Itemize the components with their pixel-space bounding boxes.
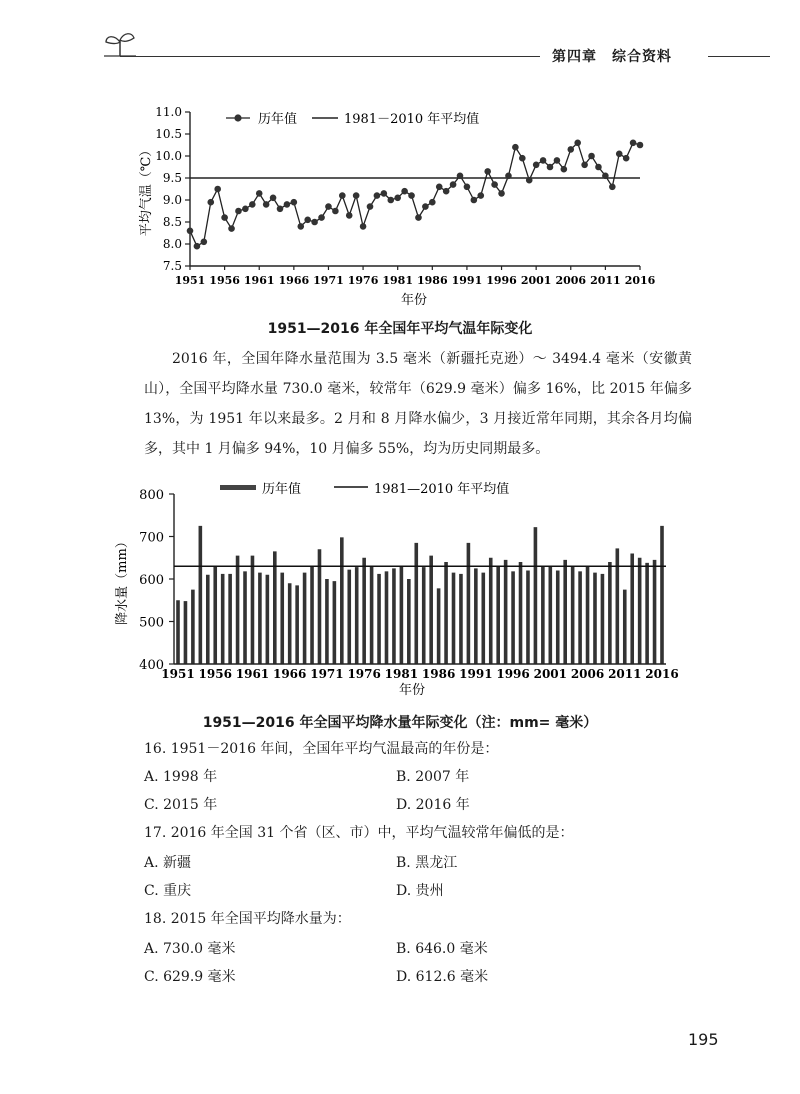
bar-2009 [608, 562, 612, 664]
question-17-option-d[interactable]: D. 贵州 [396, 883, 444, 899]
bar-1989 [459, 574, 463, 664]
bar-1951 [176, 600, 180, 664]
bar-2002 [556, 571, 560, 665]
x-tick-label: 2011 [608, 667, 642, 681]
x-tick-label: 2006 [570, 667, 605, 681]
x-tick-label: 2011 [590, 274, 621, 287]
bar-1994 [496, 566, 500, 664]
bar-2008 [601, 574, 605, 664]
bar-1990 [467, 543, 471, 664]
bar-1996 [511, 571, 515, 664]
bar-1974 [347, 570, 351, 664]
question-16-option-d[interactable]: D. 2016 年 [396, 797, 470, 813]
bar-1987 [444, 562, 448, 664]
question-18-option-a[interactable]: A. 730.0 毫米 [144, 941, 236, 957]
bar-1952 [184, 601, 188, 664]
bar-1973 [340, 537, 344, 664]
bar-2011 [623, 590, 627, 664]
y-tick-label: 10.0 [155, 149, 182, 163]
bar-1964 [273, 551, 277, 664]
y-tick-label: 10.5 [155, 127, 182, 141]
chart1-caption: 1951—2016 年全国年平均气温年际变化 [267, 321, 533, 337]
bar-1954 [199, 526, 203, 664]
question-18-option-c[interactable]: C. 629.9 毫米 [144, 969, 236, 985]
legend-avg-label: 1981－2010 年平均值 [344, 112, 480, 127]
question-16-stem: 16. 1951－2016 年间，全国年平均气温最高的年份是： [144, 741, 499, 757]
y-tick-label: 700 [139, 530, 164, 546]
bar-1969 [310, 566, 314, 664]
question-18-option-d[interactable]: D. 612.6 毫米 [396, 969, 489, 985]
x-tick-label: 1986 [421, 667, 456, 681]
x-tick-label: 1956 [198, 667, 232, 681]
x-tick-label: 1966 [272, 667, 307, 681]
bar-1958 [228, 574, 232, 664]
bar-1992 [481, 573, 485, 664]
bar-1980 [392, 568, 396, 664]
x-tick-label: 1961 [235, 667, 270, 681]
x-tick-label: 1971 [310, 667, 344, 681]
y-tick-label: 500 [139, 615, 164, 631]
question-18-option-b[interactable]: B. 646.0 毫米 [396, 941, 488, 957]
bar-1998 [526, 571, 530, 665]
x-tick-label: 1976 [347, 274, 379, 287]
bar-1962 [258, 573, 262, 664]
x-tick-label: 1951 [174, 274, 206, 287]
x-tick-label: 2006 [555, 274, 587, 287]
legend-avg-label: 1981—2010 年平均值 [374, 482, 510, 497]
bar-1956 [213, 566, 217, 664]
bar-2001 [549, 566, 553, 664]
y-tick-label: 9.0 [162, 193, 182, 207]
bar-1960 [243, 571, 247, 664]
bar-2015 [653, 560, 657, 664]
bar-2003 [563, 560, 567, 664]
bar-2007 [593, 573, 597, 664]
question-17-option-c[interactable]: C. 重庆 [144, 883, 192, 899]
question-16-option-b[interactable]: B. 2007 年 [396, 769, 470, 785]
bar-2012 [630, 554, 634, 665]
y-tick-label: 8.5 [162, 215, 182, 229]
y-axis-label: 降水量（mm） [115, 535, 130, 625]
x-tick-label: 1971 [313, 274, 344, 287]
y-tick-label: 7.5 [162, 259, 182, 273]
y-tick-label: 400 [139, 658, 164, 673]
x-axis-label: 年份 [398, 683, 426, 698]
bar-2016 [660, 526, 664, 664]
bar-2004 [571, 566, 575, 664]
legend-series-label: 历年值 [258, 112, 298, 127]
question-16-option-a[interactable]: A. 1998 年 [144, 769, 218, 785]
y-tick-label: 600 [139, 573, 164, 588]
bar-1959 [236, 556, 240, 664]
question-18-stem: 18. 2015 年全国平均降水量为： [144, 911, 351, 927]
x-tick-label: 1996 [486, 274, 517, 287]
bar-1953 [191, 590, 195, 664]
bar-1955 [206, 575, 210, 664]
bar-1976 [362, 558, 366, 664]
x-tick-label: 1986 [416, 274, 448, 287]
bar-1963 [266, 575, 270, 664]
x-tick-label: 1961 [243, 274, 275, 287]
bar-1986 [437, 588, 441, 664]
x-tick-label: 1991 [459, 667, 493, 681]
bar-1967 [295, 585, 299, 664]
bar-1965 [280, 573, 284, 664]
bar-1984 [422, 567, 426, 664]
bar-2014 [645, 563, 649, 664]
bar-1993 [489, 558, 493, 664]
x-tick-label: 2016 [624, 274, 656, 287]
bar-1983 [414, 543, 418, 664]
x-tick-label: 1996 [496, 667, 530, 681]
bar-1966 [288, 583, 292, 664]
chart2-caption: 1951—2016 年全国平均降水量年际变化（注：mm= 毫米） [202, 715, 598, 731]
bar-1981 [400, 566, 404, 664]
bar-2013 [638, 558, 642, 664]
x-tick-label: 2001 [533, 667, 568, 681]
chapter-title: 第四章 综合资料 [552, 49, 672, 65]
bar-1968 [303, 573, 307, 664]
x-tick-label: 1951 [161, 667, 195, 681]
x-tick-label: 1991 [451, 274, 483, 287]
paragraph-text: 2016 年，全国年降水量范围为 3.5 毫米（新疆托克逊）～ 3494.4 毫米（安徽黄山），全国平均降水量 730.0 毫米，较常年（629.9 毫米）偏多 16%，比 2015 年偏多 13%，为 1951 年以来最多。2 月和 8 月降水偏少，3 月接近常年同期，其余各月均偏多，其中 1 月偏多 94%，10 月偏多 55%，均为历史同期最多。 [144, 351, 692, 457]
question-17-stem: 17. 2016 年全国 31 个省（区、市）中，平均气温较常年偏低的是： [144, 825, 574, 841]
y-tick-label: 800 [139, 488, 164, 503]
bar-1971 [325, 579, 329, 664]
bar-1957 [221, 574, 225, 664]
bar-2000 [541, 566, 545, 664]
page-number: 195 [688, 1030, 719, 1049]
bar-1982 [407, 579, 411, 664]
bar-2005 [578, 571, 582, 664]
y-tick-label: 11.0 [155, 105, 182, 119]
x-tick-label: 1981 [382, 274, 414, 287]
x-tick-label: 2016 [645, 667, 679, 681]
y-tick-label: 9.5 [162, 171, 182, 185]
bar-1997 [519, 562, 523, 664]
question-17-option-b[interactable]: B. 黑龙江 [396, 855, 458, 871]
legend-series-swatch [220, 485, 256, 490]
x-axis-label: 年份 [400, 293, 428, 308]
bar-1961 [251, 556, 255, 664]
bar-1991 [474, 568, 478, 664]
bar-1988 [452, 573, 456, 664]
y-axis-label: 平均气温（℃） [139, 143, 154, 237]
bar-1995 [504, 560, 508, 664]
question-17-option-a[interactable]: A. 新疆 [144, 855, 192, 871]
x-tick-label: 1976 [347, 667, 381, 681]
bar-1985 [429, 556, 433, 664]
x-tick-label: 1966 [278, 274, 310, 287]
y-tick-label: 8.0 [162, 237, 182, 251]
bar-1979 [385, 571, 389, 664]
legend-series-label: 历年值 [262, 482, 302, 497]
x-tick-label: 1956 [209, 274, 240, 287]
bar-1999 [534, 527, 538, 664]
x-tick-label: 2001 [520, 274, 552, 287]
bar-2006 [586, 566, 590, 664]
bar-1978 [377, 574, 381, 664]
bar-1975 [355, 567, 359, 664]
x-tick-label: 1981 [384, 667, 419, 681]
bar-1977 [370, 566, 374, 664]
bar-1972 [333, 581, 337, 664]
question-16-option-c[interactable]: C. 2015 年 [144, 797, 218, 813]
